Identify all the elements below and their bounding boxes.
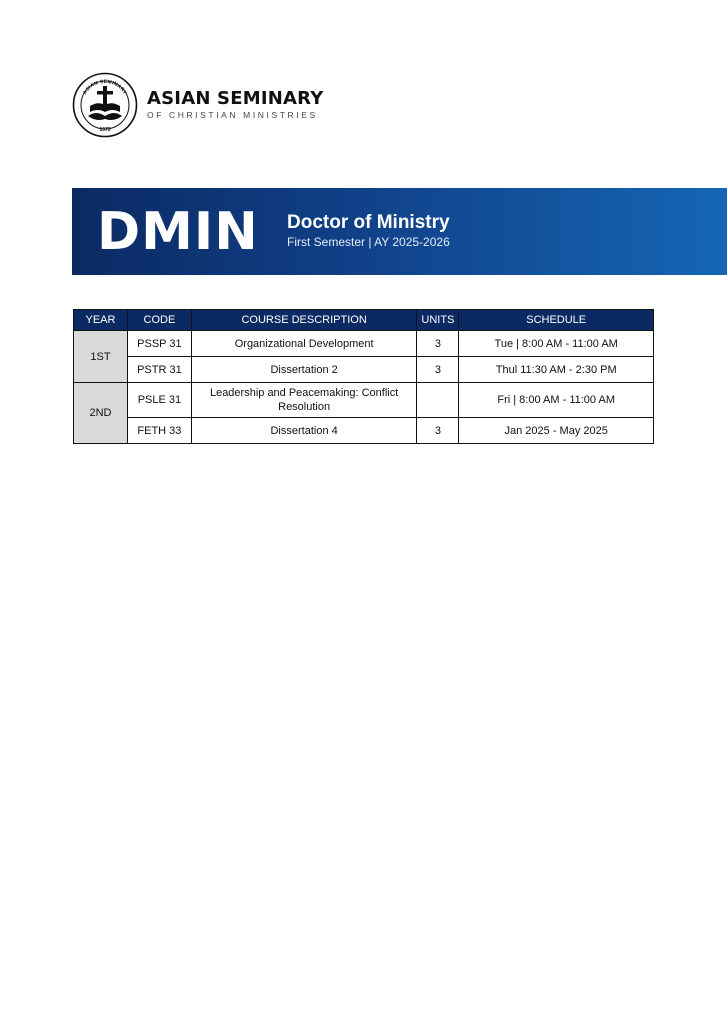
code-cell: PSLE 31	[127, 383, 191, 418]
schedule-cell: Fri | 8:00 AM - 11:00 AM	[459, 383, 654, 418]
units-cell	[417, 383, 459, 418]
seminary-logo	[72, 72, 138, 138]
year-cell: 2ND	[74, 383, 128, 444]
table-row	[74, 357, 654, 383]
header-code: CODE	[127, 310, 191, 331]
code-cell: FETH 33	[127, 418, 191, 444]
schedule-cell: Jan 2025 - May 2025	[459, 418, 654, 444]
table-row	[74, 418, 654, 444]
description-cell: Leadership and Peacemaking: Conflict Resolution	[191, 383, 417, 418]
year-cell: 1ST	[74, 331, 128, 383]
program-code: DMIN	[97, 202, 259, 262]
schedule-cell: Thul 11:30 AM - 2:30 PM	[459, 357, 654, 383]
header-units: UNITS	[417, 310, 459, 331]
units-cell: 3	[417, 331, 459, 357]
brand-name: ASIAN SEMINARY	[147, 88, 324, 109]
code-cell: PSSP 31	[127, 331, 191, 357]
schedule-cell: Tue | 8:00 AM - 11:00 AM	[459, 331, 654, 357]
schedule-table	[73, 309, 654, 444]
header-schedule: SCHEDULE	[459, 310, 654, 331]
units-cell: 3	[417, 418, 459, 444]
description-cell: Dissertation 4	[191, 418, 417, 444]
code-cell: PSTR 31	[127, 357, 191, 383]
table-row	[74, 331, 654, 357]
units-cell: 3	[417, 357, 459, 383]
program-banner	[72, 188, 727, 275]
header-year: YEAR	[74, 310, 128, 331]
description-cell: Dissertation 2	[191, 357, 417, 383]
table-header-row	[74, 310, 654, 331]
description-cell: Organizational Development	[191, 331, 417, 357]
program-title: Doctor of Ministry	[287, 212, 450, 233]
brand-block	[147, 89, 323, 120]
brand-subtitle: OF CHRISTIAN MINISTRIES	[147, 110, 318, 120]
logo-year: 1973	[99, 127, 111, 133]
program-subtitle: First Semester | AY 2025-2026	[287, 235, 450, 249]
table-row	[74, 383, 654, 418]
header-description: COURSE DESCRIPTION	[191, 310, 417, 331]
logo-ring-text: ASIAN SEMINARY	[82, 78, 128, 96]
